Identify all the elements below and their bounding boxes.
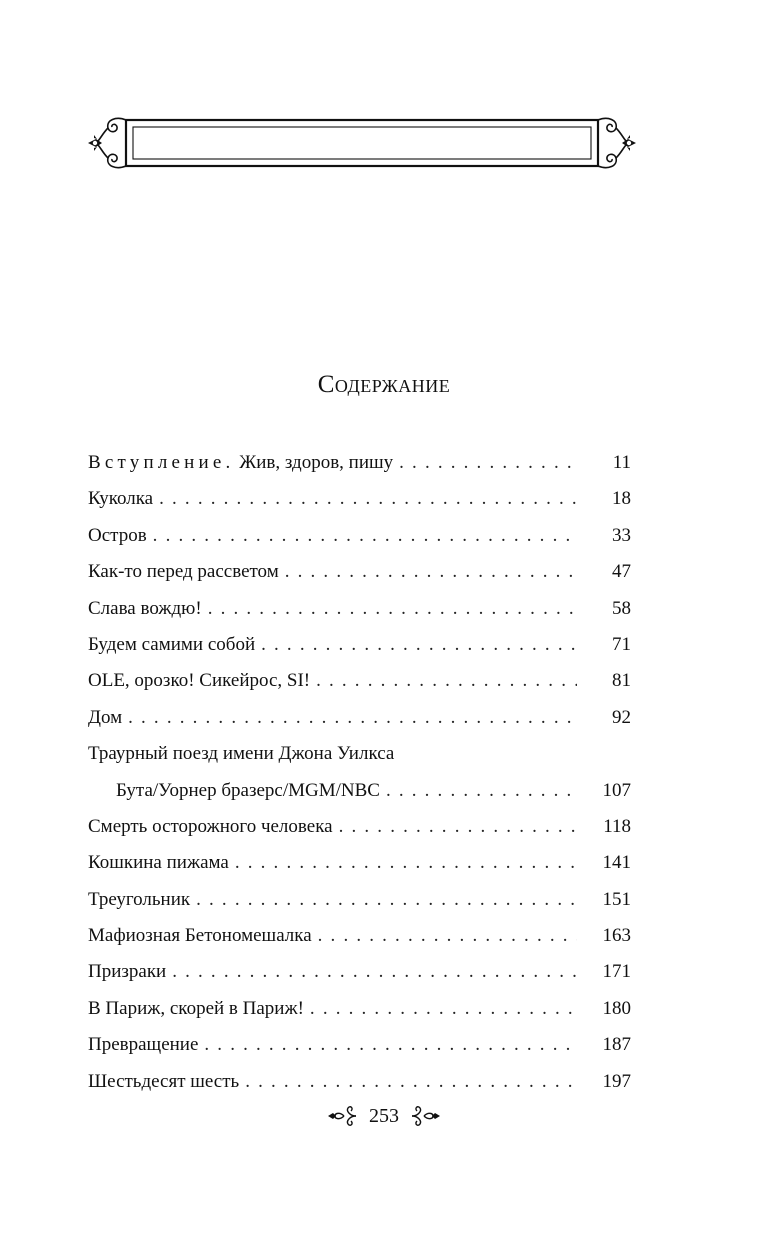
dot-leader (318, 918, 577, 954)
toc-entry[interactable] (88, 481, 631, 517)
toc-entry-title: Мафиозная Бетономешалка (88, 925, 312, 947)
toc-entry-title-line2: Бута/Уорнер бразерс/MGM/NBC (116, 779, 380, 801)
toc-entry[interactable] (88, 1064, 631, 1100)
toc-entry[interactable] (88, 591, 631, 627)
toc-entry-title: Треугольник (88, 888, 191, 910)
dot-leader (261, 627, 577, 663)
toc-entry-page: 141 (602, 852, 631, 874)
toc-entry-page: 187 (602, 1034, 631, 1056)
toc-entry-title: Кошкина пижама (88, 852, 229, 874)
toc-entry[interactable] (88, 518, 631, 554)
toc-entry[interactable] (88, 918, 631, 954)
toc-entry[interactable] (88, 663, 631, 699)
toc-entry-title: В Париж, скорей в Париж! (88, 997, 304, 1019)
toc-entry[interactable] (88, 954, 631, 990)
toc-entry-title: Шестьдесят шесть (88, 1070, 240, 1092)
toc-entry[interactable] (88, 882, 631, 918)
toc-entry-title-line1: Траурный поезд имени Джона Уилкса (88, 743, 395, 765)
toc-entry-title: Будем самими собой (88, 633, 256, 655)
toc-entry-page: 47 (612, 561, 631, 583)
toc-entry-page: 171 (602, 961, 631, 983)
toc-entry-title: Превращение (88, 1034, 199, 1056)
toc-entry-title: Остров (88, 524, 147, 546)
toc-entry-page: 92 (612, 706, 631, 728)
dot-leader (316, 663, 577, 699)
toc-entry-title: Слава вождю! (88, 597, 202, 619)
toc-entry-page: 163 (602, 925, 631, 947)
dot-leader (196, 882, 577, 918)
toc-entry[interactable] (88, 1027, 631, 1063)
toc-entry-page: 118 (603, 815, 631, 837)
page-number: 253 (369, 1105, 399, 1128)
dot-leader (386, 773, 577, 809)
toc-entry-page: 71 (612, 633, 631, 655)
toc-entry-page: 151 (602, 888, 631, 910)
page-footer (0, 1100, 768, 1131)
dot-leader (153, 518, 577, 554)
toc-entry-page: 58 (612, 597, 631, 619)
fleuron-right-icon (410, 1103, 442, 1129)
fleuron-left-icon (326, 1103, 358, 1129)
toc-entry-page: 18 (612, 488, 631, 510)
dot-leader (310, 991, 577, 1027)
toc-entry[interactable] (88, 845, 631, 881)
toc-entry-page: 33 (612, 524, 631, 546)
toc-entry[interactable] (88, 700, 631, 736)
dot-leader (159, 481, 577, 517)
header-ornament-frame (86, 112, 638, 172)
toc-entry[interactable] (88, 627, 631, 663)
toc-entry-page: 180 (602, 997, 631, 1019)
dot-leader (399, 445, 577, 481)
table-of-contents (88, 445, 631, 1100)
toc-entry-title: Смерть осторожного человека (88, 815, 333, 837)
toc-entry-title: Куколка (88, 488, 154, 510)
dot-leader (285, 554, 577, 590)
dot-leader (235, 845, 577, 881)
toc-entry-page: 81 (612, 670, 631, 692)
toc-entry-title: Дом (88, 706, 123, 728)
toc-entry[interactable] (88, 809, 631, 845)
dot-leader (208, 591, 577, 627)
toc-entry[interactable] (88, 554, 631, 590)
toc-entry[interactable] (88, 991, 631, 1027)
toc-entry[interactable] (88, 736, 631, 809)
dot-leader (204, 1027, 577, 1063)
toc-entry-page: 107 (602, 779, 631, 801)
toc-entry-title: Призраки (88, 961, 167, 983)
toc-entry[interactable] (88, 445, 631, 481)
toc-entry-page: 11 (612, 452, 631, 473)
toc-entry-label: Вступление. (88, 452, 235, 473)
dot-leader (339, 809, 577, 845)
toc-entry-title: OLE, орозко! Сикейрос, SI! (88, 670, 311, 692)
toc-entry-title: Жив, здоров, пишу (234, 452, 394, 473)
dot-leader (245, 1064, 577, 1100)
page-title: Содержание (317, 371, 451, 398)
toc-entry-title: Как-то перед рассветом (88, 561, 279, 583)
dot-leader (172, 954, 577, 990)
toc-entry-page: 197 (602, 1070, 631, 1092)
dot-leader (128, 700, 577, 736)
